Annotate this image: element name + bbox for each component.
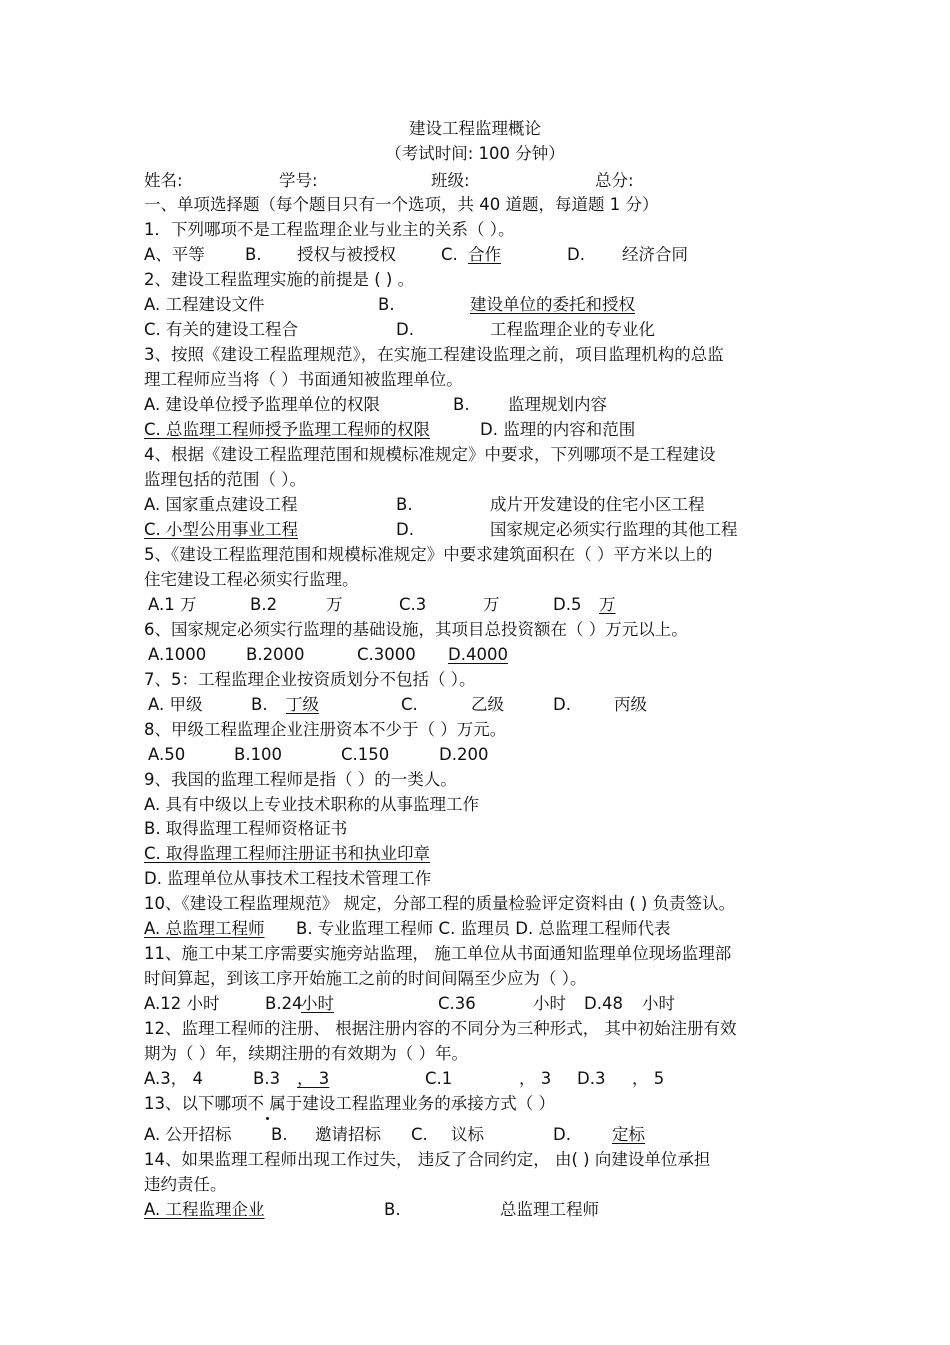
question-5-option-c: C.3	[399, 595, 427, 614]
question-13-option-d: 定标	[612, 1125, 645, 1144]
question-9-option-b: B. 取得监理工程师资格证书	[144, 819, 348, 838]
question-13-option-d-letter: D.	[553, 1125, 571, 1144]
question-1-option-b-letter: B.	[245, 245, 262, 264]
question-4-option-b: 成片开发建设的住宅小区工程	[490, 495, 705, 514]
question-11-option-b-letter: B.24	[265, 994, 303, 1013]
question-2-option-b-letter: B.	[378, 295, 395, 314]
question-14-option-a: A. 工程监理企业	[144, 1200, 265, 1219]
question-3-stem-line-1: 3、按照《建设工程监理规范》，在实施工程建设监理之前，项目监理机构的总监	[144, 345, 724, 364]
question-12-option-d: ， 5	[632, 1069, 665, 1088]
question-13-option-a: A. 公开招标	[144, 1125, 232, 1144]
question-5-option-c-unit: 万	[483, 595, 500, 614]
question-8-stem: 8、甲级工程监理企业注册资本不少于（ ）万元。	[144, 720, 507, 739]
question-14-option-b: 总监理工程师	[500, 1200, 599, 1219]
question-7-stem: 7、5：工程监理企业按资质划分不包括（ ）。	[144, 670, 476, 689]
question-13-stem: 13、以下哪项不 属于建设工程监理业务的承接方式（ ）	[144, 1094, 555, 1113]
question-1-option-c-letter: C.	[441, 245, 458, 264]
question-9-option-d: D. 监理单位从事技术工程技术管理工作	[144, 869, 432, 888]
question-3-option-d: D. 监理的内容和范围	[480, 420, 636, 439]
question-3-option-b-letter: B.	[453, 395, 470, 414]
question-14-option-b-letter: B.	[384, 1200, 401, 1219]
question-4-option-c: C. 小型公用事业工程	[144, 520, 299, 539]
question-7-option-a: A. 甲级	[148, 695, 203, 714]
question-1-option-d: 经济合同	[622, 245, 688, 264]
question-14-stem-line-1: 14、如果监理工程师出现工作过失， 违反了合同约定， 由( ) 向建设单位承担	[144, 1150, 711, 1169]
question-9-stem: 9、我国的监理工程师是指（ ）的一类人。	[144, 770, 457, 789]
question-1-option-d-letter: D.	[567, 245, 585, 264]
question-5-stem-line-2: 住宅建设工程必须实行监理。	[144, 570, 359, 589]
question-3-option-c: C. 总监理工程师授予监理工程师的权限	[144, 420, 431, 439]
total-score-label: 总分:	[595, 171, 634, 190]
question-6-option-b: B.2000	[246, 645, 305, 664]
question-7-option-d: 丙级	[614, 695, 647, 714]
question-4-option-b-letter: B.	[396, 495, 413, 514]
question-13-option-b: 邀请招标	[315, 1125, 381, 1144]
student-id-label: 学号:	[279, 171, 318, 190]
question-4-stem-line-1: 4、根据《建设工程监理范围和规模标准规定》中要求，下列哪项不是工程建设	[144, 445, 716, 464]
question-12-stem-line-1: 12、监理工程师的注册、 根据注册内容的不同分为三种形式， 其中初始注册有效	[144, 1019, 737, 1038]
exam-time: （考试时间: 100 分钟）	[385, 144, 565, 163]
question-3-option-a: A. 建设单位授予监理单位的权限	[144, 395, 380, 414]
question-2-option-d-letter: D.	[396, 320, 414, 339]
question-5-option-b-unit: 万	[326, 595, 343, 614]
section-heading: 一、单项选择题（每个题目只有一个选项，共 40 道题，每道题 1 分）	[144, 195, 659, 214]
question-4-stem-line-2: 监理包括的范围（ ）。	[144, 470, 306, 489]
question-8-option-a: A.50	[148, 745, 186, 764]
question-7-option-d-letter: D.	[553, 695, 571, 714]
question-2-option-b: 建设单位的委托和授权	[470, 295, 635, 314]
question-12-stem-line-2: 期为（ ）年，续期注册的有效期为（ ）年。	[144, 1044, 468, 1063]
question-1-stem: 1．下列哪项不是工程监理企业与业主的关系（ ）。	[144, 220, 515, 239]
question-10-stem: 10、《建设工程监理规范》 规定，分部工程的质量检验评定资料由 ( ) 负责签认。	[144, 894, 736, 913]
question-11-option-b: 小时	[301, 994, 334, 1013]
question-2-stem: 2、建设工程监理实施的前提是 ( ) 。	[144, 270, 415, 289]
question-3-stem-line-2: 理工程师应当将（ ）书面通知被监理单位。	[144, 370, 463, 389]
class-label: 班级:	[431, 171, 470, 190]
question-11-option-c: C.36	[438, 994, 476, 1013]
question-8-option-c: C.150	[341, 745, 390, 764]
page-title: 建设工程监理概论	[409, 119, 541, 138]
question-6-option-d: D.4000	[448, 645, 508, 664]
question-4-option-d-letter: D.	[396, 520, 414, 539]
question-1-option-a: A、平等	[144, 245, 205, 264]
question-12-option-c-letter: C.1	[425, 1069, 453, 1088]
question-5-option-d: D.5	[553, 595, 582, 614]
question-7-option-b: 丁级	[286, 695, 319, 714]
question-11-option-d: D.48	[584, 994, 623, 1013]
question-6-option-a: A.1000	[148, 645, 207, 664]
question-4-option-a: A. 国家重点建设工程	[144, 495, 298, 514]
question-11-stem-line-2: 时间算起，到该工序开始施工之前的时间间隔至少应为（ ）。	[144, 969, 587, 988]
question-4-option-d: 国家规定必须实行监理的其他工程	[490, 520, 738, 539]
question-5-stem-line-1: 5、《建设工程监理范围和规模标准规定》中要求建筑面积在（ ）平方米以上的	[144, 545, 713, 564]
question-13-option-c: 议标	[451, 1125, 484, 1144]
question-6-stem: 6、国家规定必须实行监理的基础设施，其项目总投资额在（ ）万元以上。	[144, 620, 688, 639]
question-12-option-b: ， 3	[297, 1069, 330, 1088]
question-10-options-bcd: B. 专业监理工程师 C. 监理员 D. 总监理工程师代表	[296, 919, 671, 938]
question-5-option-d-unit: 万	[599, 595, 616, 614]
question-12-option-d-letter: D.3	[577, 1069, 606, 1088]
question-13-option-b-letter: B.	[271, 1125, 288, 1144]
question-14-stem-line-2: 违约责任。	[144, 1175, 227, 1194]
question-12-option-c: ， 3	[519, 1069, 552, 1088]
question-7-option-c-letter: C.	[401, 695, 418, 714]
question-11-stem-line-1: 11、施工中某工序需要实施旁站监理， 施工单位从书面通知监理单位现场监理部	[144, 944, 732, 963]
question-11-option-d-unit: 小时	[642, 994, 675, 1013]
question-8-option-d: D.200	[439, 745, 489, 764]
question-9-option-c: C. 取得监理工程师注册证书和执业印章	[144, 844, 431, 863]
question-1-option-b: 授权与被授权	[297, 245, 396, 264]
question-11-option-c-unit: 小时	[533, 994, 566, 1013]
question-12-option-b-letter: B.3	[253, 1069, 281, 1088]
question-12-option-a: A.3， 4	[144, 1069, 203, 1088]
question-2-option-a: A. 工程建设文件	[144, 295, 265, 314]
emphasis-dot	[266, 1117, 269, 1120]
question-2-option-c: C. 有关的建设工程合	[144, 320, 299, 339]
question-5-option-a: A.1 万	[148, 595, 197, 614]
question-11-option-a: A.12 小时	[144, 994, 220, 1013]
question-7-option-c: 乙级	[471, 695, 504, 714]
question-7-option-b-letter: B.	[251, 695, 268, 714]
question-8-option-b: B.100	[234, 745, 283, 764]
question-1-option-c: 合作	[468, 245, 501, 264]
question-13-option-c-letter: C.	[411, 1125, 428, 1144]
question-2-option-d: 工程监理企业的专业化	[490, 320, 655, 339]
question-9-option-a: A. 具有中级以上专业技术职称的从事监理工作	[144, 795, 479, 814]
question-3-option-b: 监理规划内容	[508, 395, 607, 414]
name-label: 姓名:	[144, 171, 183, 190]
question-5-option-b: B.2	[250, 595, 278, 614]
question-6-option-c: C.3000	[357, 645, 416, 664]
question-10-option-a: A. 总监理工程师	[144, 919, 265, 938]
